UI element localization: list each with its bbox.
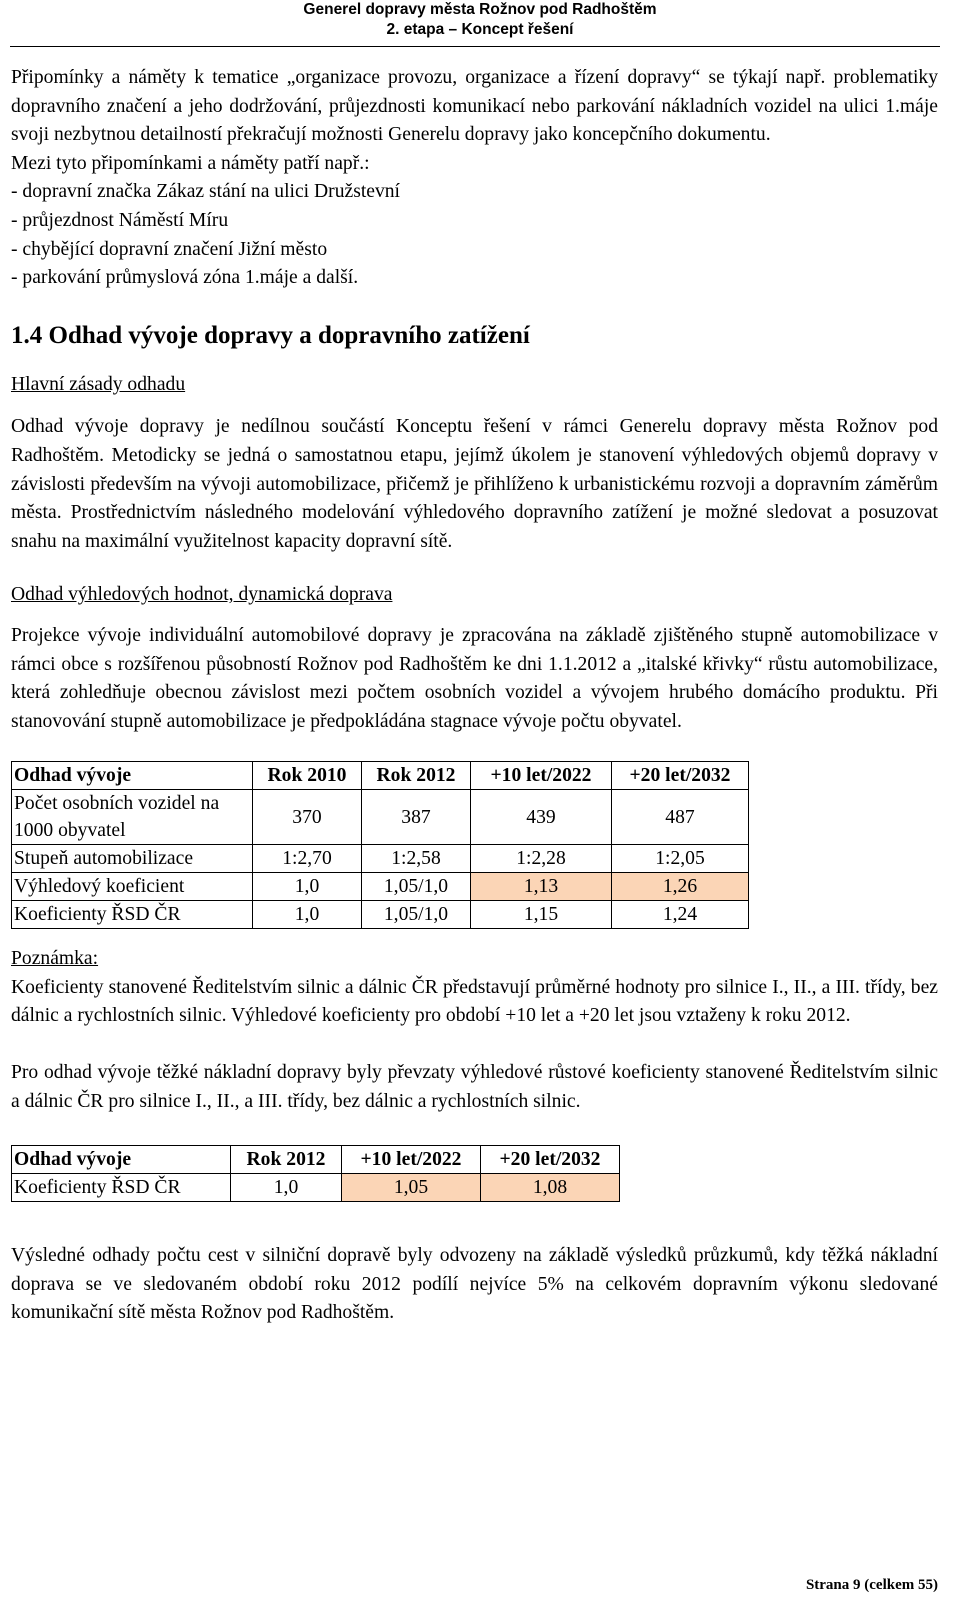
intro-list-item: - parkování průmyslová zóna 1.máje a další. [11,267,359,289]
table-header-row [12,762,749,790]
table-cell: 1:2,58 [362,845,471,873]
table-cell: 1,15 [471,901,612,929]
table-row [12,873,749,901]
intro-paragraph: Připomínky a náměty k tematice „organizace provozu, organizace a řízení dopravy“ se týkají např. problematiky dopravního značení a jeho dodržování, průjezdnosti komunikací nebo parkování nákladních vozidel na ulici 1.máje svoji nezbytnou detailností překračují možnosti Generelu dopravy jako koncepčního dokumentu. [11,67,938,146]
note-title: Poznámka: [11,948,99,970]
table-cell: Koeficienty ŘSD ČR [12,901,253,929]
table-header-cell: Rok 2010 [253,762,362,790]
subheading-outlook: Odhad výhledových hodnot, dynamická doprava [11,584,393,606]
table-header-cell: Odhad vývoje [12,762,253,790]
page-header [0,0,960,40]
table-header-cell: Odhad vývoje [12,1146,231,1174]
intro-list-item: - průjezdnost Náměstí Míru [11,209,229,231]
section-heading: 1.4 Odhad vývoje dopravy a dopravního zatížení [11,321,530,349]
table-cell-highlighted: 1,13 [471,873,612,901]
table-cell: 1:2,05 [612,845,749,873]
freight-paragraph: Pro odhad vývoje těžké nákladní dopravy byly převzaty výhledové růstové koeficienty stanovené Ředitelstvím silnic a dálnic ČR pro silnice I., II., a III. třídy, bez dálnic a rychlostních silnic. [11,1062,938,1112]
table-cell: 387 [362,790,471,845]
table-cell: 370 [253,790,362,845]
table-header-cell: Rok 2012 [231,1146,342,1174]
table-header-row [12,1146,620,1174]
table-cell: 1,0 [253,873,362,901]
table-cell: 1:2,70 [253,845,362,873]
intro-list-item: - dopravní značka Zákaz stání na ulici Družstevní [11,181,400,203]
page-number: Strana 9 (celkem 55) [805,1577,938,1593]
table-cell: Koeficienty ŘSD ČR [12,1174,231,1202]
table-row [12,901,749,929]
intro-list-lead: Mezi tyto připomínkami a náměty patří např.: [11,152,370,174]
table-cell: 1,05/1,0 [362,901,471,929]
header-divider [10,46,940,47]
page-content [11,64,938,1328]
table-cell-highlighted: 1,08 [481,1174,620,1202]
table-cell: Výhledový koeficient [12,873,253,901]
table-cell-highlighted: 1,05 [342,1174,481,1202]
table-cell: 1,24 [612,901,749,929]
table-cell: Počet osobních vozidel na 1000 obyvatel [12,790,253,845]
table-header-cell: +10 let/2022 [471,762,612,790]
table-row [12,845,749,873]
table-header-cell: +20 let/2032 [612,762,749,790]
table-cell: 439 [471,790,612,845]
table-header-cell: +10 let/2022 [342,1146,481,1174]
table-header-cell: +20 let/2032 [481,1146,620,1174]
final-paragraph: Výsledné odhady počtu cest v silniční dopravě byly odvozeny na základě výsledků průzkumů, kdy těžká nákladní doprava se ve sledovaném období roku 2012 podílí nejvíce 5% na celkovém dopravním výkonu sledované komunikační sítě města Rožnov pod Radhoštěm. [11,1245,938,1324]
note-paragraph: Koeficienty stanovené Ředitelstvím silnic a dálnic ČR představují průměrné hodnoty pro silnice I., II., a III. třídy, bez dálnic a rychlostních silnic. Výhledové koeficienty pro období +10 let a +20 let jsou vztaženy k roku 2012. [11,976,938,1027]
table-cell-highlighted: 1,26 [612,873,749,901]
table-cell: 1,0 [253,901,362,929]
table-row [12,1174,620,1202]
table-cell: 1,05/1,0 [362,873,471,901]
table-header-cell: Rok 2012 [362,762,471,790]
table-cell: 487 [612,790,749,845]
header-title: Generel dopravy města Rožnov pod Radhoštěm [303,1,657,18]
forecast-table [11,761,749,929]
table-row [12,790,749,845]
table-cell: Stupeň automobilizace [12,845,253,873]
freight-table [11,1145,620,1202]
subheading-principles: Hlavní zásady odhadu [11,373,186,395]
table-cell: 1:2,28 [471,845,612,873]
outlook-paragraph: Projekce vývoje individuální automobilové dopravy je zpracována na základě zjištěného stupně automobilizace v rámci obce s rozšířenou působností Rožnov pod Radhoštěm ke dni 1.1.2012 a „italské křivky“ růstu automobilizace, která zohledňuje obecnou závislost mezi počtem osobních vozidel a vývojem hrubého domácího produktu. Při stanovování stupně automobilizace je předpokládána stagnace vývoje počtu obyvatel. [11,624,938,732]
header-subtitle: 2. etapa – Koncept řešení [386,21,574,38]
intro-list-item: - chybějící dopravní značení Jižní město [11,238,328,260]
table-cell: 1,0 [231,1174,342,1202]
principles-paragraph: Odhad vývoje dopravy je nedílnou součástí Konceptu řešení v rámci Generelu dopravy města Rožnov pod Radhoštěm. Metodicky se jedná o samostatnou etapu, jejímž úkolem je stanovení výhledových objemů dopravy v závislosti především na vývoji automobilizace, přičemž je přihlíženo k urbanistickému rozvoji a dopravním záměrům města. Prostřednictvím následného modelování výhledového dopravního zatížení je možné sledovat a posuzovat snahu na maximální využitelnost kapacity dopravní sítě. [11,416,938,552]
